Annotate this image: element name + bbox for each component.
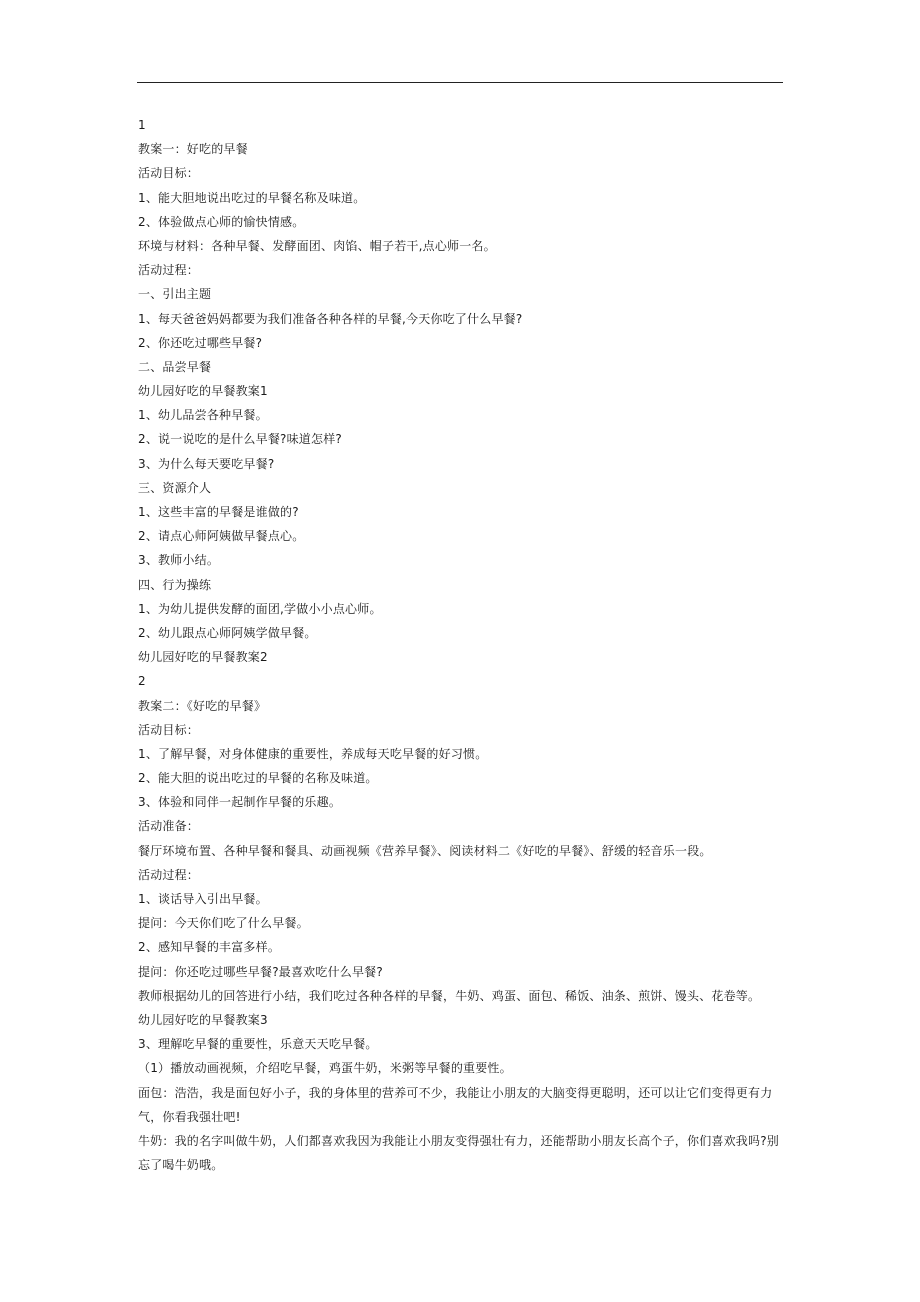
sub-step-item: （1）播放动画视频，介绍吃早餐，鸡蛋牛奶，米粥等早餐的重要性。 bbox=[138, 1061, 512, 1076]
step-item: 2、你还吃过哪些早餐? bbox=[138, 335, 263, 350]
preparation-line: 餐厅环境布置、各种早餐和餐具、动画视频《营养早餐》、阅读材料二《好吃的早餐》、舒缓的轻音乐一段。 bbox=[138, 843, 712, 858]
heading-activity-goals: 活动目标： bbox=[138, 722, 200, 737]
section-number-1: 1 bbox=[138, 118, 146, 132]
lesson-caption: 幼儿园好吃的早餐教案3 bbox=[138, 1012, 268, 1027]
step-item: 3、为什么每天要吃早餐? bbox=[138, 456, 275, 471]
step-item: 2、说一说吃的是什么早餐?味道怎样? bbox=[138, 432, 342, 447]
materials-line: 环境与材料：各种早餐、发酵面团、肉馅、帽子若干,点心师一名。 bbox=[138, 238, 496, 253]
step-heading: 三、资源介人 bbox=[138, 480, 212, 495]
step-item: 2、请点心师阿姨做早餐点心。 bbox=[138, 529, 305, 544]
step-item: 1、为幼儿提供发酵的面团,学做小小点心师。 bbox=[138, 601, 382, 616]
step-heading: 二、品尝早餐 bbox=[138, 359, 212, 374]
goal-item: 2、体验做点心师的愉快情感。 bbox=[138, 214, 305, 229]
document-body bbox=[138, 113, 788, 1177]
dialogue-bread: 面包：浩浩，我是面包好小子，我的身体里的营养可不少，我能让小朋友的大脑变得更聪明，还可以让它们变得更有力气，你看我强壮吧! bbox=[138, 1085, 773, 1124]
heading-activity-goals: 活动目标： bbox=[138, 166, 200, 181]
step-item: 2、感知早餐的丰富多样。 bbox=[138, 940, 281, 955]
step-item: 1、谈话导入引出早餐。 bbox=[138, 892, 268, 906]
step-item: 1、这些丰富的早餐是谁做的? bbox=[138, 505, 299, 519]
heading-activity-process: 活动过程： bbox=[138, 867, 200, 882]
heading-preparation: 活动准备： bbox=[138, 819, 200, 834]
step-heading: 一、引出主题 bbox=[138, 287, 212, 302]
goal-item: 3、体验和同伴一起制作早餐的乐趣。 bbox=[138, 795, 342, 810]
section-number-2: 2 bbox=[138, 674, 146, 689]
header-rule bbox=[137, 82, 783, 83]
step-item: 3、教师小结。 bbox=[138, 553, 220, 568]
heading-activity-process: 活动过程： bbox=[138, 263, 200, 278]
lesson-caption: 幼儿园好吃的早餐教案2 bbox=[138, 650, 268, 665]
goal-item: 1、能大胆地说出吃过的早餐名称及味道。 bbox=[138, 190, 366, 205]
goal-item: 2、能大胆的说出吃过的早餐的名称及味道。 bbox=[138, 771, 378, 786]
step-item: 1、每天爸爸妈妈都要为我们准备各种各样的早餐,今天你吃了什么早餐? bbox=[138, 311, 523, 326]
lesson-caption: 幼儿园好吃的早餐教案1 bbox=[138, 384, 268, 399]
step-item: 2、幼儿跟点心师阿姨学做早餐。 bbox=[138, 625, 317, 640]
summary-line: 教师根据幼儿的回答进行小结，我们吃过各种各样的早餐，牛奶、鸡蛋、面包、稀饭、油条、煎饼、馒头、花卷等。 bbox=[138, 988, 761, 1003]
goal-item: 1、了解早餐，对身体健康的重要性，养成每天吃早餐的好习惯。 bbox=[138, 746, 488, 761]
step-item: 1、幼儿品尝各种早餐。 bbox=[138, 408, 268, 423]
lesson-title-2: 教案二：《好吃的早餐》 bbox=[138, 698, 267, 713]
question-line: 提问：今天你们吃了什么早餐。 bbox=[138, 916, 309, 931]
lesson-title-1: 教案一：好吃的早餐 bbox=[138, 142, 248, 157]
question-line: 提问：你还吃过哪些早餐?最喜欢吃什么早餐? bbox=[138, 964, 383, 979]
dialogue-milk: 牛奶：我的名字叫做牛奶，人们都喜欢我因为我能让小朋友变得强壮有力，还能帮助小朋友长高个子，你们喜欢我吗?别忘了喝牛奶哦。 bbox=[138, 1133, 779, 1173]
step-heading: 四、行为操练 bbox=[138, 577, 212, 592]
step-item: 3、理解吃早餐的重要性，乐意天天吃早餐。 bbox=[138, 1037, 378, 1052]
